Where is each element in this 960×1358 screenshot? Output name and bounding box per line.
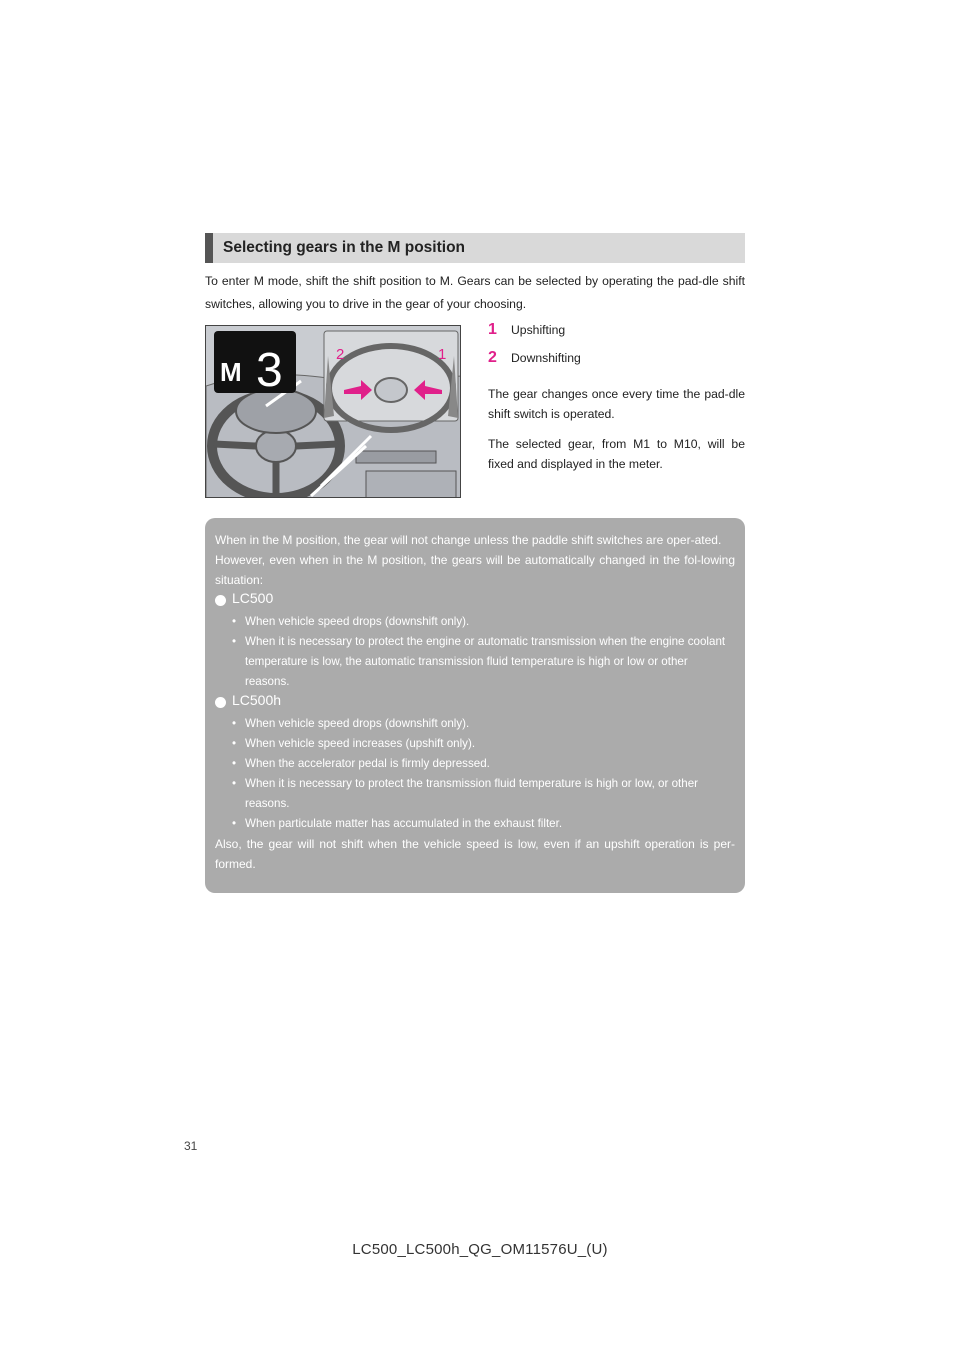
section-header bbox=[205, 233, 745, 263]
list-item: • When vehicle speed increases (upshift only). bbox=[232, 737, 476, 750]
note-paragraph: However, even when in the M position, the gears will be automatically changed in the fol-lowing situation: bbox=[215, 553, 735, 587]
step-label: Upshifting bbox=[511, 323, 566, 337]
document-id: LC500_LC500h_QG_OM11576U_(U) bbox=[352, 1241, 608, 1258]
step-list bbox=[488, 320, 745, 474]
display-m: M bbox=[220, 357, 242, 387]
section-title: Selecting gears in the M position bbox=[223, 239, 466, 256]
callout-1: 1 bbox=[438, 346, 447, 363]
step-upshift bbox=[488, 320, 745, 348]
callout-2: 2 bbox=[336, 346, 345, 363]
bullet-dot-icon bbox=[215, 595, 226, 606]
model-heading-lc500: LC500 bbox=[215, 590, 735, 612]
list-item: • When it is necessary to protect the transmission fluid temperature is high or low, or other reasons. bbox=[232, 777, 699, 810]
info-note bbox=[205, 518, 745, 893]
list-item: • When the accelerator pedal is firmly depressed. bbox=[232, 757, 490, 770]
step-number: 2 bbox=[488, 349, 497, 366]
step-downshift bbox=[488, 348, 745, 376]
display-gear: 3 bbox=[256, 344, 283, 397]
model-heading-lc500h: LC500h bbox=[215, 692, 735, 714]
step-number: 1 bbox=[488, 321, 497, 338]
list-item: • When particulate matter has accumulated in the exhaust filter. bbox=[232, 817, 563, 830]
note-paragraph: Also, the gear will not shift when the vehicle speed is low, even if an upshift operation is per-formed. bbox=[215, 837, 735, 871]
paddle-shift-illustration bbox=[205, 325, 461, 498]
page-number: 31 bbox=[184, 1139, 198, 1153]
list-item: • When vehicle speed drops (downshift only). bbox=[232, 717, 470, 730]
list-item: • When vehicle speed drops (downshift only). bbox=[232, 615, 470, 628]
gear-change-paragraph: The gear changes once every time the pad-dle shift switch is operated. bbox=[488, 387, 745, 421]
intro-paragraph: To enter M mode, shift the shift position to M. Gears can be selected by operating the pad-dle shift switches, allowing you to drive in the gear of your choosing. bbox=[205, 274, 745, 311]
bullet-dot-icon bbox=[215, 697, 226, 708]
list-item: • When it is necessary to protect the engine or automatic transmission when the engine coolant temperature is low, the automatic transmission fluid temperature is high or low or other reasons. bbox=[232, 635, 726, 688]
gear-range-paragraph: The selected gear, from M1 to M10, will be fixed and displayed in the meter. bbox=[488, 437, 745, 471]
note-paragraph: When in the M position, the gear will not change unless the paddle shift switches are oper-ated. bbox=[215, 533, 722, 547]
cockpit-drawing bbox=[206, 326, 461, 498]
step-label: Downshifting bbox=[511, 351, 581, 365]
